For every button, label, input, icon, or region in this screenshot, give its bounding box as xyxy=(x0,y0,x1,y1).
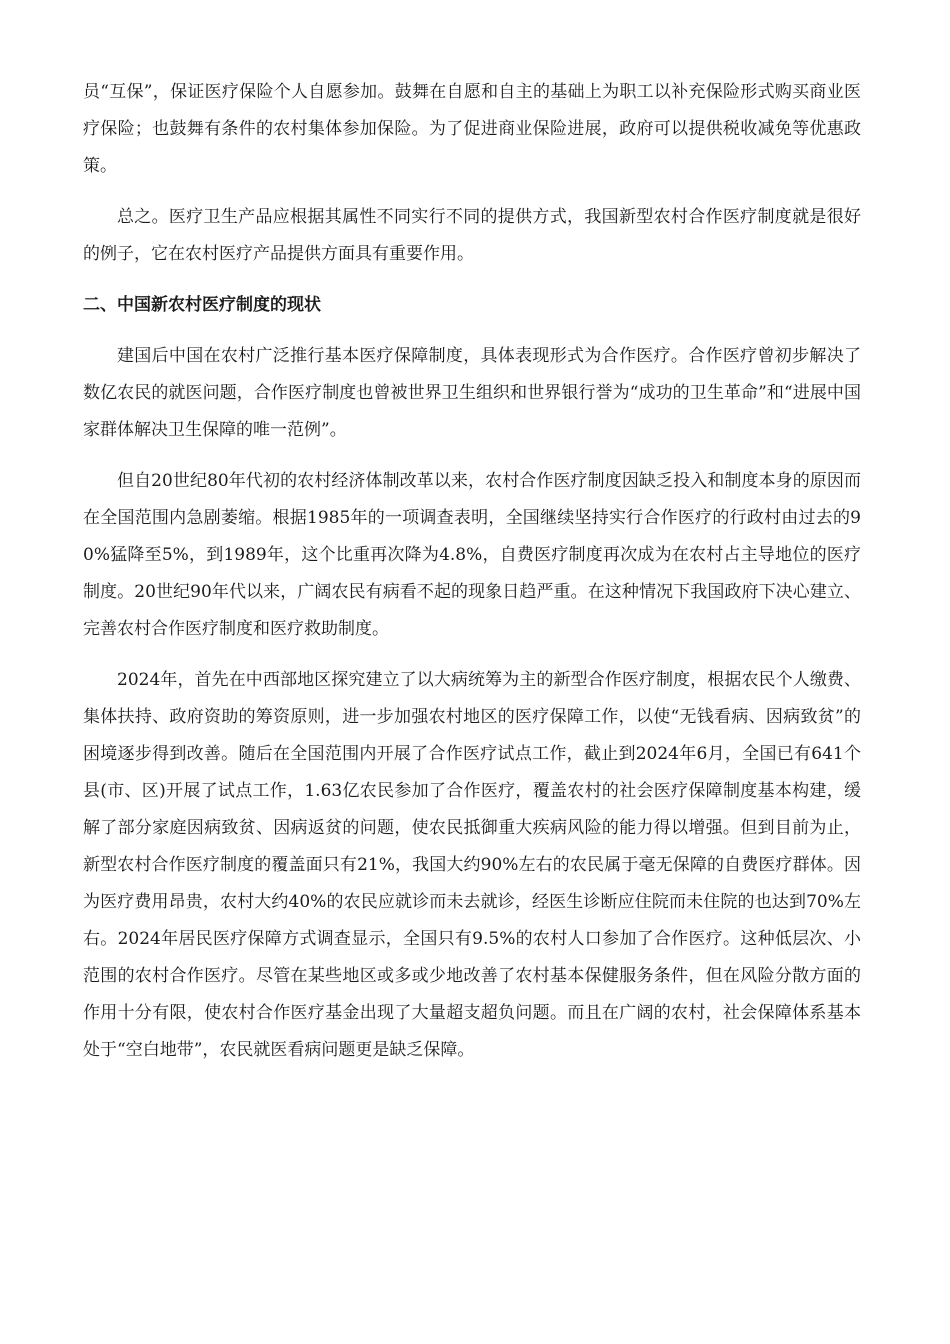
document-page xyxy=(83,74,861,1083)
paragraph-decline: 但自20世纪80年代初的农村经济体制改革以来，农村合作医疗制度因缺乏投入和制度本身的原因而在全国范围内急剧萎缩。根据1985年的一项调查表明，全国继续坚持实行合作医疗的行政村由过去的90%猛降至5%，到1989年，这个比重再次降为4.8%，自费医疗制度再次成为在农村占主导地位的医疗制度。20世纪90年代以来，广阔农民有病看不起的现象日趋严重。在这种情况下我国政府下决心建立、完善农村合作医疗制度和医疗救助制度。 xyxy=(83,471,861,639)
paragraph-pilot: 2024年，首先在中西部地区探究建立了以大病统筹为主的新型合作医疗制度，根据农民个人缴费、集体扶持、政府资助的筹资原则，进一步加强农村地区的医疗保障工作，以使“无钱看病、因病致贫”的困境逐步得到改善。随后在全国范围内开展了合作医疗试点工作，截止到2024年6月，全国已有641个县(市、区)开展了试点工作，1.63亿农民参加了合作医疗，覆盖农村的社会医疗保障制度基本构建，缓解了部分家庭因病致贫、因病返贫的问题，使农民抵御重大疾病风险的能力得以增强。但到目前为止，新型农村合作医疗制度的覆盖面只有21%，我国大约90%左右的农民属于毫无保障的自费医疗群体。因为医疗费用昂贵，农村大约40%的农民应就诊而未去就诊，经医生诊断应住院而未住院的也达到70%左右。2024年居民医疗保障方式调查显示，全国只有9.5%的农村人口参加了合作医疗。这种低层次、小范围的农村合作医疗。尽管在某些地区或多或少地改善了农村基本保健服务条件，但在风险分散方面的作用十分有限，使农村合作医疗基金出现了大量超支超负问题。而且在广阔的农村，社会保障体系基本处于“空白地带”，农民就医看病问题更是缺乏保障。 xyxy=(83,670,861,1060)
section-heading: 二、中国新农村医疗制度的现状 xyxy=(83,295,321,315)
paragraph-summary: 总之。医疗卫生产品应根据其属性不同实行不同的提供方式，我国新型农村合作医疗制度就是很好的例子，它在农村医疗产品提供方面具有重要作用。 xyxy=(83,207,861,264)
paragraph-continued: 员“互保”，保证医疗保险个人自愿参加。鼓舞在自愿和自主的基础上为职工以补充保险形式购买商业医疗保险；也鼓舞有条件的农村集体参加保险。为了促进商业保险进展，政府可以提供税收减免等优惠政策。 xyxy=(83,82,861,176)
paragraph-history: 建国后中国在农村广泛推行基本医疗保障制度，具体表现形式为合作医疗。合作医疗曾初步解决了数亿农民的就医问题，合作医疗制度也曾被世界卫生组织和世界银行誉为“成功的卫生革命”和“进展中国家群体解决卫生保障的唯一范例”。 xyxy=(83,346,861,440)
